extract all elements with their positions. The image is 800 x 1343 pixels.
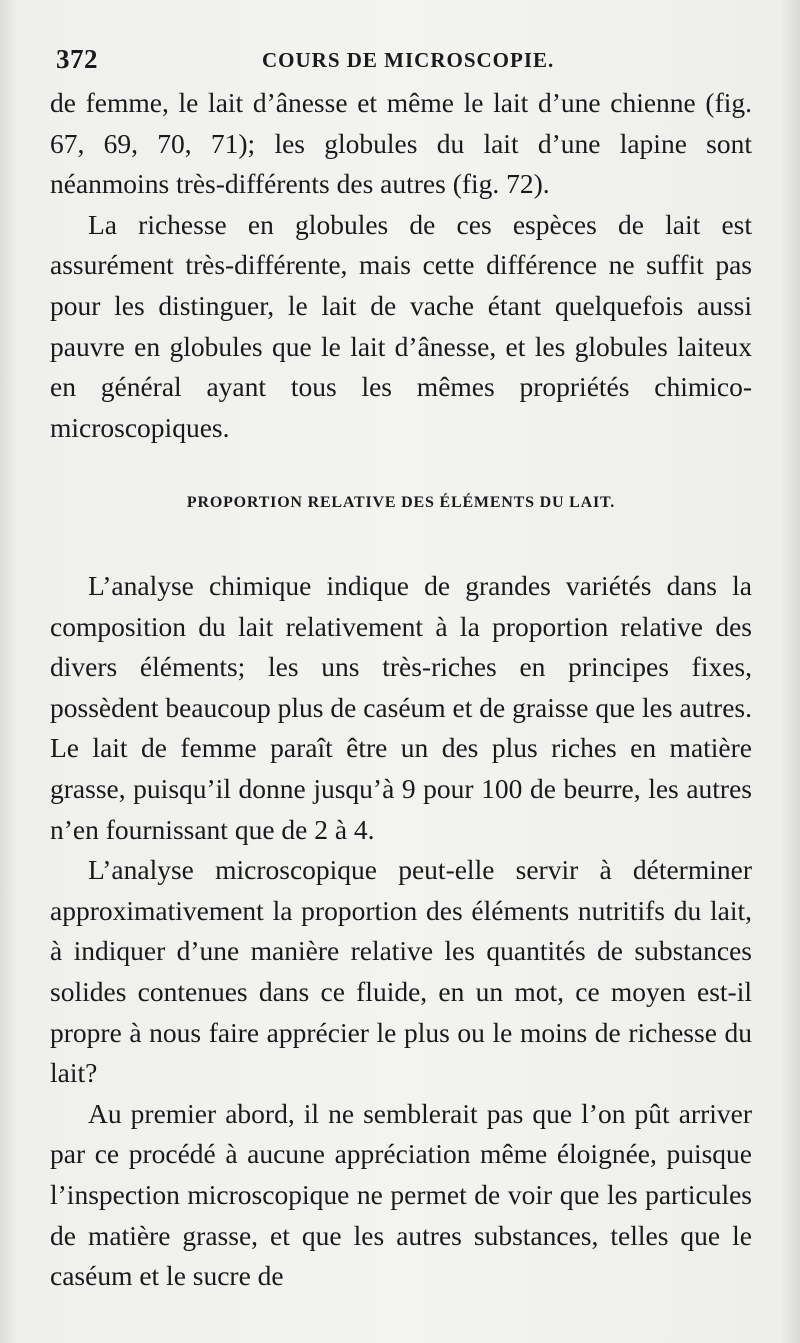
page-header <box>56 44 756 80</box>
section-heading: PROPORTION RELATIVE DES ÉLÉMENTS DU LAIT. <box>186 494 616 511</box>
text-block-bottom <box>50 566 752 1297</box>
paragraph: L’analyse microscopique peut-elle servir à déterminer approximativement la proportion des éléments nutritifs du lait, à indiquer d’une manière relative les quantités de substances solides contenues dans ce fluide, en un mot, ce moyen est-il propre à nous faire apprécier le plus ou le moins de richesse du lait? <box>50 854 752 1089</box>
paragraph: La richesse en globules de ces espèces de lait est assurément très-différente, mais cette différence ne suffit pas pour les distinguer, le lait de vache étant quelquefois aussi pauvre en globules que le lait d’ânesse, et les globules laiteux en général ayant tous les mêmes propriétés chimico-microscopiques. <box>50 208 752 443</box>
paragraph: de femme, le lait d’ânesse et même le lait d’une chienne (fig. 67, 69, 70, 71); les globules du lait d’une lapine sont néanmoins très-différents des autres (fig. 72). <box>50 87 752 200</box>
paragraph: Au premier abord, il ne semblerait pas que l’on pût arriver par ce procédé à aucune appréciation même éloignée, puisque l’inspection microscopique ne permet de voir que les particules de matière grasse, et que les autres substances, telles que le caséum et le sucre de <box>50 1097 752 1292</box>
paragraph: L’analyse chimique indique de grandes variétés dans la composition du lait relativement à la proportion relative des divers éléments; les uns très-riches en principes fixes, possèdent beaucoup plus de caséum et de graisse que les autres. Le lait de femme paraît être un des plus riches en matière grasse, puisqu’il donne jusqu’à 9 pour 100 de beurre, les autres n’en fournissant que de 2 à 4. <box>50 570 752 845</box>
running-title: COURS DE MICROSCOPIE. <box>262 48 555 72</box>
text-block-top <box>50 83 752 448</box>
page-number: 372 <box>56 44 98 74</box>
